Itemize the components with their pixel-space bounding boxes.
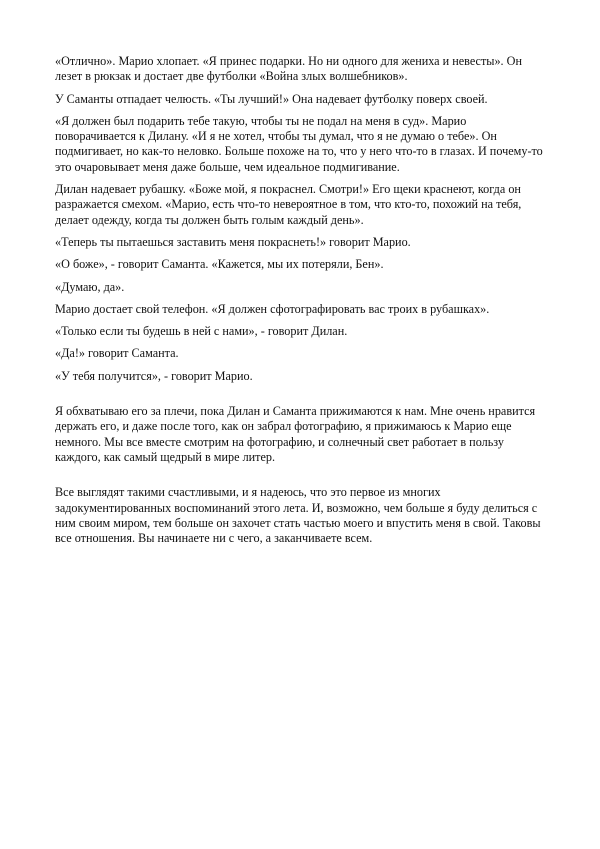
paragraph-11: «У тебя получится», - говорит Марио. xyxy=(55,368,253,383)
paragraph-12: Я обхватываю его за плечи, пока Дилан и Саманта прижимаются к нам. Мне очень нравится держать его, и даже после того, как он забрал фотографию, я прижимаюсь к Марио еще немного. Мы все вместе смотрим на фотографию, и солнечный свет работает в пользу каждого, как самый щедрый в мире литер. xyxy=(55,404,536,464)
paragraph-5: «Теперь ты пытаешься заставить меня покраснеть!» говорит Марио. xyxy=(55,234,411,249)
body-text xyxy=(55,54,550,553)
paragraph-4: Дилан надевает рубашку. «Боже мой, я покраснел. Смотри!» Его щеки краснеют, когда он разражается смехом. «Марио, есть что-то невероятное в том, что кто-то, похожий на тебя, делает одежду, когда ты должен быть голым каждый день». xyxy=(55,182,522,227)
paragraph-1: «Отлично». Марио хлопает. «Я принес подарки. Но ни одного для жениха и невесты». Он лезет в рюкзак и достает две футболки «Война злых волшебников». xyxy=(55,54,522,84)
paragraph-3: «Я должен был подарить тебе такую, чтобы ты не подал на меня в суд». Марио поворачивается к Дилану. «И я не хотел, чтобы ты думал, что я не думаю о тебе». Он подмигивает, но как-то неловко. Больше похоже на то, что у него что-то в глазах. И почему-то это очаровывает меня даже больше, чем идеальное подмигивание. xyxy=(55,113,543,174)
paragraph-10: «Да!» говорит Саманта. xyxy=(55,346,179,361)
paragraph-9: «Только если ты будешь в ней с нами», - говорит Дилан. xyxy=(55,324,348,339)
paragraph-6: «О боже», - говорит Саманта. «Кажется, мы их потеряли, Бен». xyxy=(55,257,384,272)
paragraph-8: Марио достает свой телефон. «Я должен сфотографировать вас троих в рубашках». xyxy=(55,301,490,316)
paragraph-7: «Думаю, да». xyxy=(55,279,125,294)
paragraph-2: У Саманты отпадает челюсть. «Ты лучший!» Она надевает футболку поверх своей. xyxy=(55,91,488,106)
paragraph-13: Все выглядят такими счастливыми, и я надеюсь, что это первое из многих задокументированных воспоминаний этого лета. И, возможно, чем больше я буду делиться с ним своим миром, тем больше он захочет стать частью моего и впустить меня в свой. Таковы все отношения. Вы начинаете ни с чего, а заканчиваете всем. xyxy=(55,485,541,546)
